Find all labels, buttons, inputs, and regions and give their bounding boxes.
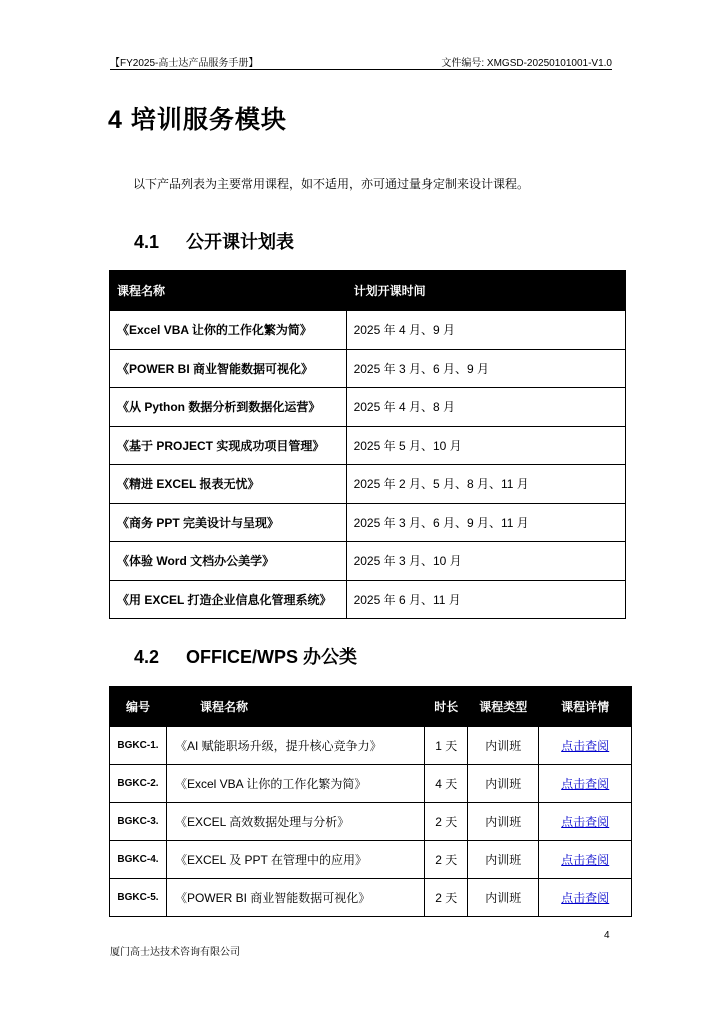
course-code-cell: BGKC-2. <box>110 765 167 803</box>
course-name-cell: 《体验 Word 文档办公美学》 <box>110 542 347 581</box>
course-name-cell: 《POWER BI 商业智能数据可视化》 <box>110 349 347 388</box>
header-title: 【FY2025-高士达产品服务手册】 <box>110 58 259 69</box>
table-row <box>110 765 632 803</box>
schedule-cell: 2025 年 4 月、8 月 <box>346 388 625 427</box>
section-title: OFFICE/WPS 办公类 <box>186 647 357 667</box>
table-row <box>110 388 626 427</box>
course-code-cell: BGKC-1. <box>110 727 167 765</box>
course-code-cell: BGKC-5. <box>110 879 167 917</box>
table-row <box>110 311 626 350</box>
course-name-cell: 《基于 PROJECT 实现成功项目管理》 <box>110 426 347 465</box>
column-header-schedule: 计划开课时间 <box>346 271 625 311</box>
table-row <box>110 841 632 879</box>
view-details-link[interactable]: 点击查阅 <box>561 777 610 791</box>
section-heading-office-wps <box>134 643 357 669</box>
duration-cell: 2 天 <box>425 841 468 879</box>
duration-cell: 1 天 <box>425 727 468 765</box>
course-type-cell: 内训班 <box>468 841 539 879</box>
duration-cell: 4 天 <box>425 765 468 803</box>
course-name-cell: 《EXCEL 及 PPT 在管理中的应用》 <box>166 841 424 879</box>
schedule-cell: 2025 年 3 月、10 月 <box>346 542 625 581</box>
schedule-cell: 2025 年 3 月、6 月、9 月、11 月 <box>346 503 625 542</box>
schedule-cell: 2025 年 5 月、10 月 <box>346 426 625 465</box>
course-name-cell: 《Excel VBA 让你的工作化繁为简》 <box>110 311 347 350</box>
details-cell <box>539 841 632 879</box>
details-cell <box>539 727 632 765</box>
table-row <box>110 727 632 765</box>
course-name-cell: 《商务 PPT 完美设计与呈现》 <box>110 503 347 542</box>
page-number: 4 <box>604 930 610 941</box>
schedule-cell: 2025 年 4 月、9 月 <box>346 311 625 350</box>
course-type-cell: 内训班 <box>468 765 539 803</box>
table-header-row <box>110 271 626 311</box>
table-row <box>110 580 626 619</box>
course-code-cell: BGKC-3. <box>110 803 167 841</box>
table-row <box>110 803 632 841</box>
page-header <box>110 54 612 70</box>
chapter-title: 4 培训服务模块 <box>108 106 287 134</box>
column-header-details: 课程详情 <box>539 687 632 727</box>
intro-text: 以下产品列表为主要常用课程，如不适用，亦可通过量身定制来设计课程。 <box>133 177 530 191</box>
column-header-course-name: 课程名称 <box>166 687 424 727</box>
section-title: 公开课计划表 <box>186 232 294 252</box>
course-name-cell: 《精进 EXCEL 报表无忧》 <box>110 465 347 504</box>
course-type-cell: 内训班 <box>468 727 539 765</box>
course-name-cell: 《用 EXCEL 打造企业信息化管理系统》 <box>110 580 347 619</box>
course-name-cell: 《AI 赋能职场升级，提升核心竞争力》 <box>166 727 424 765</box>
duration-cell: 2 天 <box>425 879 468 917</box>
details-cell <box>539 879 632 917</box>
table-row <box>110 349 626 388</box>
course-name-cell: 《从 Python 数据分析到数据化运营》 <box>110 388 347 427</box>
column-header-code: 编号 <box>110 687 167 727</box>
section-heading-public-courses <box>134 228 294 254</box>
schedule-cell: 2025 年 2 月、5 月、8 月、11 月 <box>346 465 625 504</box>
view-details-link[interactable]: 点击查阅 <box>561 891 610 905</box>
course-name-cell: 《POWER BI 商业智能数据可视化》 <box>166 879 424 917</box>
view-details-link[interactable]: 点击查阅 <box>561 739 610 753</box>
course-name-cell: 《EXCEL 高效数据处理与分析》 <box>166 803 424 841</box>
course-type-cell: 内训班 <box>468 879 539 917</box>
schedule-cell: 2025 年 6 月、11 月 <box>346 580 625 619</box>
course-type-cell: 内训班 <box>468 803 539 841</box>
column-header-course-type: 课程类型 <box>468 687 539 727</box>
table-row <box>110 465 626 504</box>
table-row <box>110 426 626 465</box>
details-cell <box>539 765 632 803</box>
office-course-table <box>109 686 632 917</box>
schedule-cell: 2025 年 3 月、6 月、9 月 <box>346 349 625 388</box>
section-number: 4.1 <box>134 232 160 252</box>
footer-company: 厦门高士达技术咨询有限公司 <box>110 947 240 958</box>
column-header-duration: 时长 <box>425 687 468 727</box>
view-details-link[interactable]: 点击查阅 <box>561 853 610 867</box>
details-cell <box>539 803 632 841</box>
column-header-course-name: 课程名称 <box>110 271 347 311</box>
public-course-schedule-table <box>109 270 626 619</box>
table-header-row <box>110 687 632 727</box>
section-number: 4.2 <box>134 647 160 667</box>
table-row <box>110 879 632 917</box>
view-details-link[interactable]: 点击查阅 <box>561 815 610 829</box>
table-row <box>110 542 626 581</box>
duration-cell: 2 天 <box>425 803 468 841</box>
course-code-cell: BGKC-4. <box>110 841 167 879</box>
course-name-cell: 《Excel VBA 让你的工作化繁为简》 <box>166 765 424 803</box>
table-row <box>110 503 626 542</box>
header-doc-number: 文件编号: XMGSD-20250101001-V1.0 <box>441 58 612 69</box>
